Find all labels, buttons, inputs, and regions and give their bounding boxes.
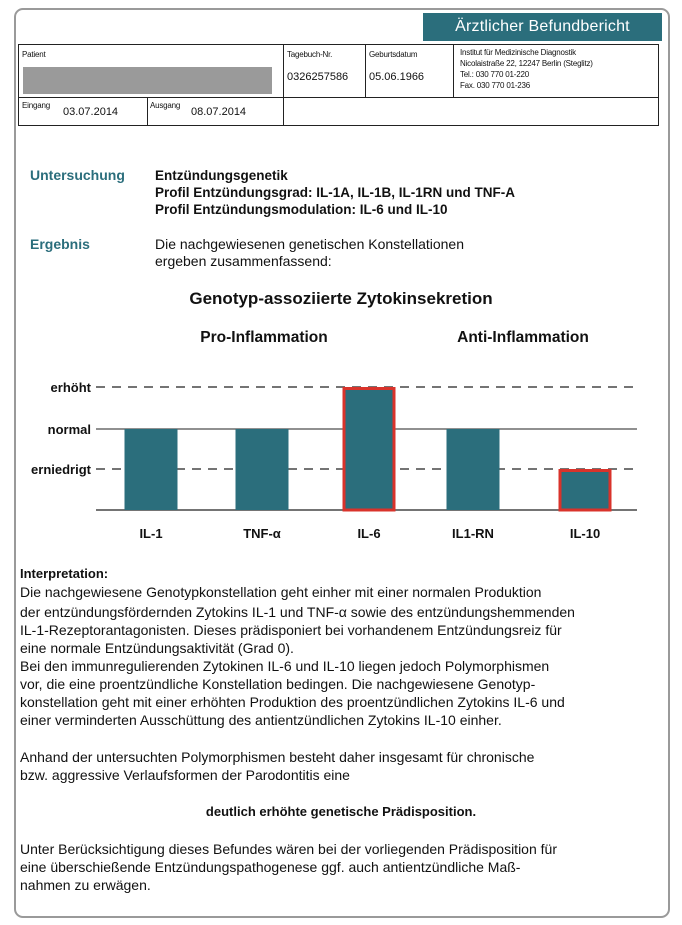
geburt-label: Geburtsdatum bbox=[369, 50, 418, 59]
patient-name-redacted bbox=[23, 67, 272, 94]
tagebuch-value: 0326257586 bbox=[287, 71, 349, 83]
interpretation-line: Anhand der untersuchten Polymorphismen besteht daher insgesamt für chronische bbox=[20, 749, 535, 765]
institute-line: Institut für Medizinische Diagnostik bbox=[460, 48, 576, 57]
institute-address bbox=[460, 47, 593, 91]
level-label-erhoeht: erhöht bbox=[50, 380, 91, 395]
report-title: Ärztlicher Befundbericht bbox=[423, 13, 662, 41]
ergebnis-line: Die nachgewiesenen genetischen Konstellationen bbox=[155, 236, 464, 252]
untersuchung-line: Profil Entzündungsgrad: IL-1A, IL-1B, IL-1RN und TNF-A bbox=[155, 185, 515, 200]
institute-line: Fax. 030 770 01-236 bbox=[460, 81, 531, 90]
group-label-anti: Anti-Inflammation bbox=[457, 329, 589, 346]
geburt-value: 05.06.1966 bbox=[369, 71, 425, 83]
untersuchung-line: Profil Entzündungsmodulation: IL-6 und IL-10 bbox=[155, 202, 448, 217]
header-table bbox=[18, 44, 659, 126]
bar-IL-6 bbox=[344, 389, 394, 511]
institute-line: Tel.: 030 770 01-220 bbox=[460, 70, 529, 79]
bar-IL1-RN bbox=[447, 429, 500, 510]
ausgang-value: 08.07.2014 bbox=[191, 106, 247, 118]
tagebuch-label: Tagebuch-Nr. bbox=[287, 50, 333, 59]
category-label: IL-10 bbox=[569, 526, 601, 541]
level-label-normal: normal bbox=[47, 422, 91, 437]
chart-title: Genotyp-assoziierte Zytokinsekretion bbox=[189, 289, 493, 308]
interpretation-line: konstellation geht mit einer erhöhten Produktion des proentzündlichen Zytokins IL-6 und bbox=[20, 694, 565, 710]
bar-IL-1 bbox=[125, 429, 178, 510]
interpretation-para4 bbox=[20, 840, 665, 894]
interpretation-line: der entzündungsfördernden Zytokins IL-1 und TNF-α sowie des entzündungshemmenden bbox=[20, 604, 575, 620]
interpretation-line: Die nachgewiesene Genotypkonstellation geht einher mit einer normalen Produktion bbox=[20, 584, 542, 600]
interpretation-line: eine normale Entzündungsaktivität (Grad 0). bbox=[20, 640, 294, 656]
conclusion-text: deutlich erhöhte genetische Prädisposition. bbox=[205, 804, 477, 819]
interpretation-line: nahmen zu erwägen. bbox=[20, 877, 151, 893]
eingang-value: 03.07.2014 bbox=[63, 106, 119, 118]
untersuchung-line: Entzündungsgenetik bbox=[155, 168, 288, 183]
cytokine-chart bbox=[0, 360, 682, 560]
ausgang-label: Ausgang bbox=[150, 101, 181, 110]
category-label: IL-6 bbox=[357, 526, 381, 541]
interpretation-para3 bbox=[20, 748, 665, 784]
interpretation-line: eine überschießende Entzündungspathogenese ggf. auch antientzündliche Maß- bbox=[20, 859, 521, 875]
category-label: IL-1 bbox=[139, 526, 163, 541]
eingang-label: Eingang bbox=[22, 101, 50, 110]
interpretation-line: Unter Berücksichtigung dieses Befundes wären bei der vorliegenden Prädisposition für bbox=[20, 841, 557, 857]
category-label: IL1-RN bbox=[452, 526, 494, 541]
category-label: TNF-α bbox=[243, 526, 281, 541]
institute-line: Nicolaistraße 22, 12247 Berlin (Steglitz) bbox=[460, 59, 593, 68]
interpretation-line: einer verminderten Ausschüttung des antientzündlichen Zytokins IL-10 einher. bbox=[20, 712, 502, 728]
interpretation-line: vor, die eine proentzündliche Konstellation bedingen. Die nachgewiesene Genotyp- bbox=[20, 676, 536, 692]
untersuchung-label: Untersuchung bbox=[30, 167, 125, 183]
level-label-erniedrigt: erniedrigt bbox=[31, 462, 91, 477]
bar-TNF-α bbox=[236, 429, 289, 510]
ergebnis-label: Ergebnis bbox=[30, 236, 90, 252]
group-label-pro: Pro-Inflammation bbox=[200, 329, 328, 346]
interpretation-line: IL-1-Rezeptorantagonisten. Dieses prädisponiert bei vorhandenem Entzündungsreiz für bbox=[20, 622, 562, 638]
ergebnis-text bbox=[155, 236, 464, 270]
patient-label: Patient bbox=[22, 50, 46, 59]
interpretation-heading: Interpretation: bbox=[20, 566, 109, 581]
interpretation-line: Bei den immunregulierenden Zytokinen IL-6 und IL-10 liegen jedoch Polymorphismen bbox=[20, 658, 550, 674]
interpretation-section bbox=[20, 565, 665, 729]
ergebnis-line: ergeben zusammenfassend: bbox=[155, 253, 332, 269]
interpretation-line: bzw. aggressive Verlaufsformen der Parodontitis eine bbox=[20, 767, 350, 783]
untersuchung-text bbox=[155, 167, 515, 218]
bar-IL-10 bbox=[560, 471, 610, 511]
